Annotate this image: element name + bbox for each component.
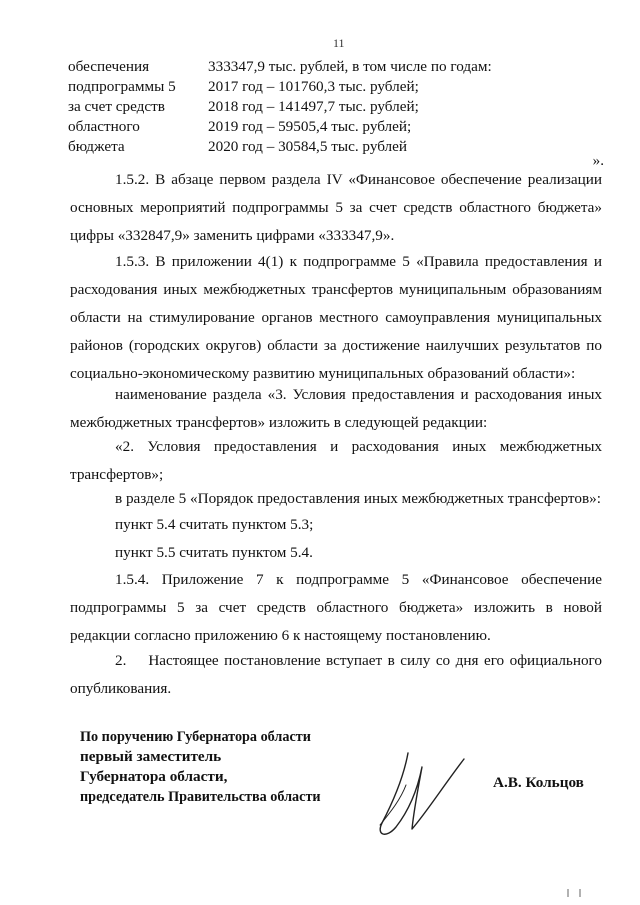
funding-value: 2020 год – 30584,5 тыс. рублей <box>208 138 408 155</box>
paragraph-1-5-2 <box>70 166 602 250</box>
paragraph-section-5 <box>70 485 602 513</box>
handwritten-signature <box>360 745 480 845</box>
signer-name: А.В. Кольцов <box>493 774 584 791</box>
funding-value: 2017 год – 101760,3 тыс. рублей; <box>208 78 419 95</box>
text-line: 1.5.4. Приложение 7 к подпрограмме 5 «Финансовое обеспечение <box>115 571 602 588</box>
paragraph-1-5-3 <box>70 248 602 388</box>
text-line: цифры «332847,9» заменить цифрами «333347,9». <box>70 227 395 244</box>
paragraph-point-5-5 <box>70 539 602 567</box>
text-line: области на стимулирование органов местного самоуправления муниципальных <box>70 309 602 326</box>
funding-label: за счет средств <box>68 98 165 115</box>
scan-marks <box>566 888 586 898</box>
text-line: основных мероприятий подпрограммы 5 за счет средств областного бюджета» <box>70 199 602 216</box>
funding-row <box>68 77 598 97</box>
paragraph-section-name <box>70 381 602 437</box>
text-line: в разделе 5 «Порядок предоставления иных межбюджетных трансфертов»: <box>115 490 601 507</box>
closing-quote: ». <box>592 152 604 169</box>
text-line: редакции согласно приложению 6 к настоящему постановлению. <box>70 627 491 644</box>
text-line: 1.5.2. В абзаце первом раздела IV «Финансовое обеспечение реализации <box>115 171 602 188</box>
signatory-line: По поручению Губернатора области <box>80 729 311 745</box>
text-line: подпрограммы 5 за счет средств областного бюджета» изложить в новой <box>70 599 602 616</box>
signatory-line: первый заместитель <box>80 748 222 765</box>
text-line: 2. Настоящее постановление вступает в силу со дня его официального <box>115 652 602 669</box>
funding-label: бюджета <box>68 138 125 155</box>
funding-row <box>68 57 598 77</box>
page-number: 11 <box>333 36 345 50</box>
funding-row <box>68 97 598 117</box>
funding-row <box>68 137 598 157</box>
text-line: пункт 5.4 считать пунктом 5.3; <box>115 516 314 533</box>
funding-label: обеспечения <box>68 58 150 75</box>
text-line: пункт 5.5 считать пунктом 5.4. <box>115 544 313 561</box>
text-line: трансфертов»; <box>70 466 164 483</box>
signatory-line: председатель Правительства области <box>80 789 321 805</box>
text-line: социально-экономическому развитию муниципальных образований области»: <box>70 365 576 382</box>
funding-row <box>68 117 598 137</box>
paragraph-new-title <box>70 433 602 489</box>
paragraph-2 <box>70 647 602 703</box>
paragraph-point-5-4 <box>70 511 602 539</box>
text-line: расходования иных межбюджетных трансфертов муниципальным образованиям <box>70 281 602 298</box>
text-line: 1.5.3. В приложении 4(1) к подпрограмме 5 «Правила предоставления и <box>115 253 602 270</box>
paragraph-1-5-4 <box>70 566 602 650</box>
text-line: «2. Условия предоставления и расходования иных межбюджетных <box>115 438 602 455</box>
funding-label: подпрограммы 5 <box>68 78 176 95</box>
funding-label: областного <box>68 118 140 135</box>
text-line: районов (городских округов) области за достижение наилучших результатов по <box>70 337 602 354</box>
text-line: опубликования. <box>70 680 172 697</box>
text-line: наименование раздела «3. Условия предоставления и расходования иных <box>115 386 602 403</box>
text-line: межбюджетных трансфертов» изложить в следующей редакции: <box>70 414 488 431</box>
funding-table <box>68 57 598 157</box>
funding-value: 333347,9 тыс. рублей, в том числе по годам: <box>208 58 492 75</box>
signatory-line: Губернатора области, <box>80 768 228 785</box>
signatory-title <box>80 727 321 807</box>
funding-value: 2019 год – 59505,4 тыс. рублей; <box>208 118 412 135</box>
funding-value: 2018 год – 141497,7 тыс. рублей; <box>208 98 419 115</box>
